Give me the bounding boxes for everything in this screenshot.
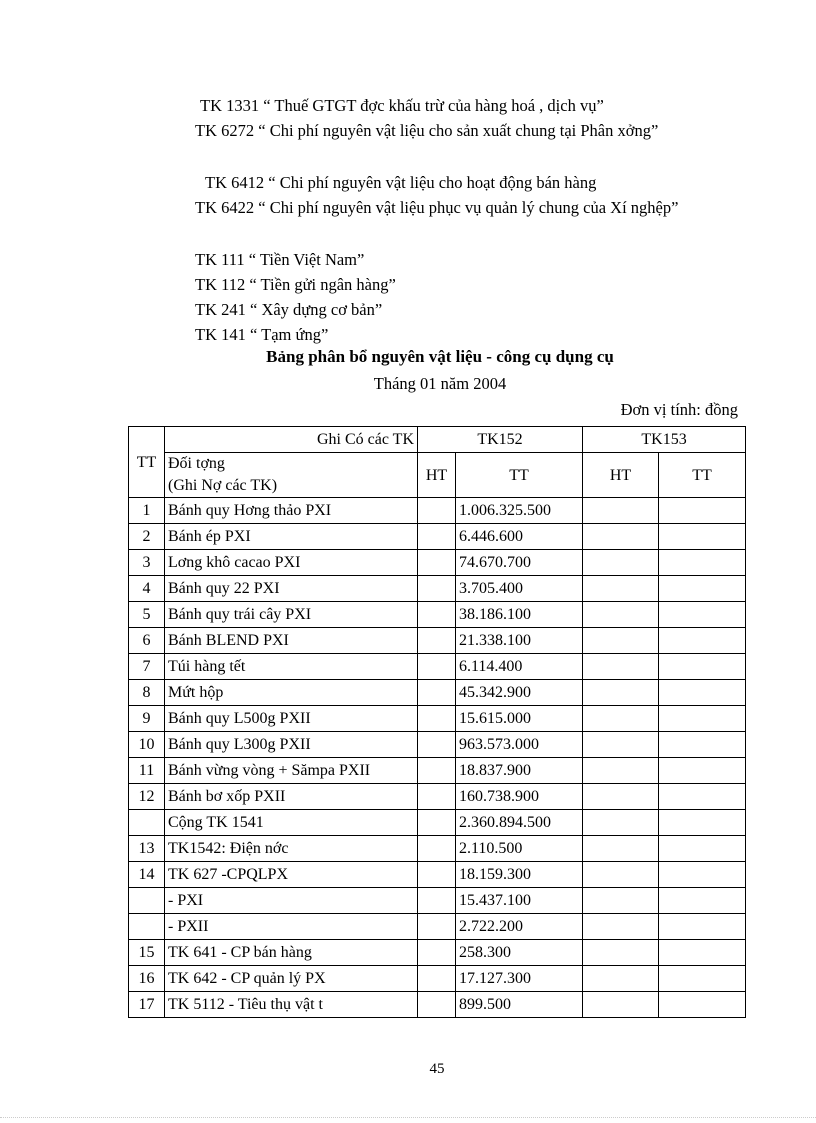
row-tk153-ht [583, 628, 659, 654]
table-row [129, 706, 746, 732]
row-number: 15 [129, 940, 165, 966]
table-row [129, 550, 746, 576]
row-tk153-ht [583, 940, 659, 966]
table-row [129, 966, 746, 992]
row-tk153-tt [659, 758, 746, 784]
table-row [129, 940, 746, 966]
row-tk152-tt: 21.338.100 [456, 628, 583, 654]
row-number: 12 [129, 784, 165, 810]
row-tk152-tt: 6.446.600 [456, 524, 583, 550]
header-tk153-tt: TT [659, 453, 746, 498]
row-tk152-tt: 74.670.700 [456, 550, 583, 576]
row-object: - PXII [165, 914, 418, 940]
row-object: - PXI [165, 888, 418, 914]
row-tk153-ht [583, 706, 659, 732]
row-number: 17 [129, 992, 165, 1018]
table-row [129, 498, 746, 524]
table-subtitle: Tháng 01 năm 2004 [373, 374, 507, 393]
row-tk153-ht [583, 654, 659, 680]
row-tk153-ht [583, 602, 659, 628]
row-tk153-tt [659, 706, 746, 732]
row-tk153-ht [583, 524, 659, 550]
row-tk152-ht [418, 732, 456, 758]
row-number: 6 [129, 628, 165, 654]
row-tk153-ht [583, 550, 659, 576]
table-row [129, 888, 746, 914]
row-tk152-tt: 18.837.900 [456, 758, 583, 784]
row-number: 8 [129, 680, 165, 706]
row-tk153-tt [659, 914, 746, 940]
paragraph-tk1331: TK 1331 “ Thuế GTGT đợc khấu trừ của hàng hoá , dịch vụ” [200, 96, 604, 115]
row-tk152-ht [418, 862, 456, 888]
row-tk152-ht [418, 940, 456, 966]
header-object [165, 453, 418, 498]
table-row [129, 576, 746, 602]
paragraph-tk141: TK 141 “ Tạm ứng” [195, 325, 329, 344]
row-tk152-tt: 18.159.300 [456, 862, 583, 888]
row-object: TK 641 - CP bán hàng [165, 940, 418, 966]
row-number: 14 [129, 862, 165, 888]
row-tk153-tt [659, 966, 746, 992]
header-tt: TT [129, 427, 165, 498]
row-tk152-tt: 1.006.325.500 [456, 498, 583, 524]
row-tk153-ht [583, 680, 659, 706]
table-row [129, 758, 746, 784]
row-tk152-ht [418, 992, 456, 1018]
row-object: Bánh quy 22 PXI [165, 576, 418, 602]
row-object: Bánh vừng vòng + Sămpa PXII [165, 758, 418, 784]
row-number [129, 914, 165, 940]
row-tk152-ht [418, 706, 456, 732]
row-tk152-tt: 899.500 [456, 992, 583, 1018]
row-tk153-tt [659, 628, 746, 654]
row-tk153-tt [659, 836, 746, 862]
header-object-line2: (Ghi Nợ các TK) [168, 477, 278, 494]
row-number: 7 [129, 654, 165, 680]
table-row [129, 524, 746, 550]
header-tk152-ht: HT [418, 453, 456, 498]
row-tk152-ht [418, 550, 456, 576]
row-number: 4 [129, 576, 165, 602]
row-tk152-ht [418, 888, 456, 914]
row-number: 2 [129, 524, 165, 550]
allocation-table [128, 426, 746, 1018]
row-tk153-tt [659, 732, 746, 758]
paragraph-tk6272: TK 6272 “ Chi phí nguyên vật liệu cho sản xuất chung tại Phân xởng” [195, 121, 659, 140]
row-object: TK1542: Điện nớc [165, 836, 418, 862]
row-tk152-tt: 6.114.400 [456, 654, 583, 680]
row-object: Mứt hộp [165, 680, 418, 706]
row-tk153-ht [583, 758, 659, 784]
row-tk152-ht [418, 576, 456, 602]
paragraph-tk6412: TK 6412 “ Chi phí nguyên vật liệu cho hoạt động bán hàng [205, 173, 597, 192]
row-tk152-ht [418, 914, 456, 940]
header-credit-accounts: Ghi Có các TK [165, 427, 418, 453]
row-tk152-ht [418, 628, 456, 654]
row-tk153-ht [583, 784, 659, 810]
table-row [129, 992, 746, 1018]
row-tk153-tt [659, 576, 746, 602]
row-tk153-tt [659, 784, 746, 810]
table-row [129, 680, 746, 706]
row-tk153-tt [659, 888, 746, 914]
row-tk152-tt: 38.186.100 [456, 602, 583, 628]
row-tk153-ht [583, 992, 659, 1018]
row-tk153-ht [583, 966, 659, 992]
row-tk153-tt [659, 680, 746, 706]
row-object: Bánh quy L300g PXII [165, 732, 418, 758]
table-row [129, 862, 746, 888]
header-tk152-tt: TT [456, 453, 583, 498]
row-number: 3 [129, 550, 165, 576]
row-tk152-ht [418, 654, 456, 680]
row-number: 9 [129, 706, 165, 732]
header-tk153: TK153 [583, 427, 746, 453]
row-tk152-tt: 17.127.300 [456, 966, 583, 992]
row-tk153-tt [659, 654, 746, 680]
row-tk153-ht [583, 862, 659, 888]
row-object: Cộng TK 1541 [165, 810, 418, 836]
row-tk152-tt: 160.738.900 [456, 784, 583, 810]
row-tk153-tt [659, 940, 746, 966]
table-row [129, 836, 746, 862]
row-tk152-ht [418, 602, 456, 628]
row-tk152-ht [418, 966, 456, 992]
row-object: Bánh ép PXI [165, 524, 418, 550]
row-tk153-tt [659, 992, 746, 1018]
paragraph-tk112: TK 112 “ Tiền gửi ngân hàng” [195, 275, 396, 294]
row-tk152-ht [418, 784, 456, 810]
row-number: 16 [129, 966, 165, 992]
paragraph-tk111: TK 111 “ Tiền Việt Nam” [195, 250, 365, 269]
row-tk153-tt [659, 550, 746, 576]
row-number: 5 [129, 602, 165, 628]
row-tk153-ht [583, 836, 659, 862]
row-tk152-tt: 258.300 [456, 940, 583, 966]
row-tk153-tt [659, 810, 746, 836]
row-object: Bánh BLEND PXI [165, 628, 418, 654]
row-tk152-tt: 15.437.100 [456, 888, 583, 914]
row-number: 10 [129, 732, 165, 758]
row-object: TK 642 - CP quản lý PX [165, 966, 418, 992]
header-tk152: TK152 [418, 427, 583, 453]
table-title: Bảng phân bổ nguyên vật liệu - công cụ dụng cụ [266, 347, 614, 366]
row-number: 11 [129, 758, 165, 784]
row-tk153-ht [583, 888, 659, 914]
row-tk153-tt [659, 524, 746, 550]
row-tk153-ht [583, 810, 659, 836]
table-row [129, 784, 746, 810]
header-object-line1: Đối tợng [168, 455, 225, 472]
row-tk153-ht [583, 576, 659, 602]
row-tk153-ht [583, 732, 659, 758]
row-tk152-tt: 2.360.894.500 [456, 810, 583, 836]
row-tk152-tt: 15.615.000 [456, 706, 583, 732]
row-tk152-ht [418, 758, 456, 784]
row-number [129, 888, 165, 914]
row-object: Lơng khô cacao PXI [165, 550, 418, 576]
row-object: Bánh quy L500g PXII [165, 706, 418, 732]
row-tk152-tt: 3.705.400 [456, 576, 583, 602]
row-tk152-tt: 2.722.200 [456, 914, 583, 940]
table-row [129, 732, 746, 758]
row-object: TK 627 -CPQLPX [165, 862, 418, 888]
paragraph-tk6422: TK 6422 “ Chi phí nguyên vật liệu phục vụ quản lý chung của Xí nghệp” [195, 198, 679, 217]
footer-divider [0, 1117, 816, 1118]
row-number: 1 [129, 498, 165, 524]
row-object: Túi hàng tết [165, 654, 418, 680]
row-object: Bánh bơ xốp PXII [165, 784, 418, 810]
row-tk152-tt: 963.573.000 [456, 732, 583, 758]
page-number: 45 [429, 1061, 445, 1077]
table-row [129, 914, 746, 940]
row-tk152-ht [418, 680, 456, 706]
row-tk152-ht [418, 810, 456, 836]
row-object: TK 5112 - Tiêu thụ vật t [165, 992, 418, 1018]
paragraph-tk241: TK 241 “ Xây dựng cơ bản” [195, 300, 383, 319]
table-row [129, 628, 746, 654]
row-tk152-ht [418, 836, 456, 862]
row-tk153-tt [659, 602, 746, 628]
table-body [129, 498, 746, 1018]
table-row [129, 602, 746, 628]
row-number: 13 [129, 836, 165, 862]
row-tk153-ht [583, 914, 659, 940]
row-tk152-tt: 2.110.500 [456, 836, 583, 862]
row-object: Bánh quy Hơng thảo PXI [165, 498, 418, 524]
row-tk153-tt [659, 498, 746, 524]
row-tk152-ht [418, 524, 456, 550]
row-tk153-tt [659, 862, 746, 888]
table-row [129, 654, 746, 680]
row-tk152-ht [418, 498, 456, 524]
row-tk152-tt: 45.342.900 [456, 680, 583, 706]
row-number [129, 810, 165, 836]
header-tk153-ht: HT [583, 453, 659, 498]
unit-label: Đơn vị tính: đồng [620, 400, 738, 419]
row-tk153-ht [583, 498, 659, 524]
table-row [129, 810, 746, 836]
row-object: Bánh quy trái cây PXI [165, 602, 418, 628]
